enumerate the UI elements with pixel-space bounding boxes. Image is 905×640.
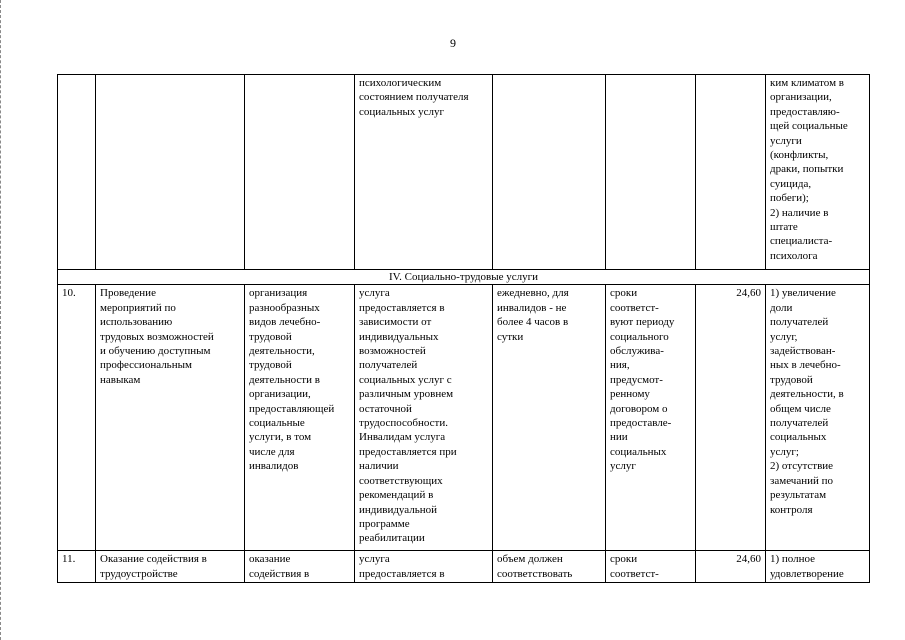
cell-conditions: психологическим состоянием получателя социальных услуг (355, 75, 493, 270)
section-title: IV. Социально-трудовые услуги (58, 270, 870, 285)
cell-conditions: услуга предоставляется в (355, 551, 493, 583)
cell-tariff: 24,60 (696, 285, 766, 551)
cell-num (58, 75, 96, 270)
cell-num: 10. (58, 285, 96, 551)
table-row (58, 551, 870, 583)
cell-terms: сроки соответст- вуют периоду социального обслужива- ния, предусмот- ренному договором о предоставле- нии социальных услуг (606, 285, 696, 551)
cell-service-content (245, 75, 355, 270)
cell-volume: объем должен соответствовать (493, 551, 606, 583)
cell-conditions: услуга предоставляется в зависимости от индивидуальных возможностей получателей социальных услуг с различным уровнем остаточной трудоспособности. Инвалидам услуга предоставляется при наличии соответствующих рекомендаций в индивидуальной программе реабилитации (355, 285, 493, 551)
page-edge-mark (0, 0, 2, 640)
cell-volume (493, 75, 606, 270)
cell-service-content: организация разнообразных видов лечебно- трудовой деятельности, трудовой деятельности в организации, предоставляющей социальные услуги, в том числе для инвалидов (245, 285, 355, 551)
cell-tariff (696, 75, 766, 270)
cell-service-name (96, 75, 245, 270)
table-row (58, 75, 870, 270)
cell-indicators: ким климатом в организации, предоставляю- щей социальные услуги (конфликты, драки, попытки суицида, побеги); 2) наличие в штате специалиста- психолога (766, 75, 870, 270)
section-header-row (58, 270, 870, 285)
cell-service-name: Оказание содействия в трудоустройстве (96, 551, 245, 583)
cell-tariff: 24,60 (696, 551, 766, 583)
cell-num: 11. (58, 551, 96, 583)
cell-indicators: 1) полное удовлетворение (766, 551, 870, 583)
page-number: 9 (450, 36, 456, 50)
cell-indicators: 1) увеличение доли получателей услуг, задействован- ных в лечебно- трудовой деятельности, в общем числе получателей социальных услуг; 2) отсутствие замечаний по результатам контроля (766, 285, 870, 551)
cell-service-name: Проведение мероприятий по использованию трудовых возможностей и обучению доступным профессиональным навыкам (96, 285, 245, 551)
cell-service-content: оказание содействия в (245, 551, 355, 583)
services-table (57, 74, 870, 583)
cell-terms: сроки соответст- (606, 551, 696, 583)
cell-terms (606, 75, 696, 270)
cell-volume: ежедневно, для инвалидов - не более 4 часов в сутки (493, 285, 606, 551)
table-row (58, 285, 870, 551)
